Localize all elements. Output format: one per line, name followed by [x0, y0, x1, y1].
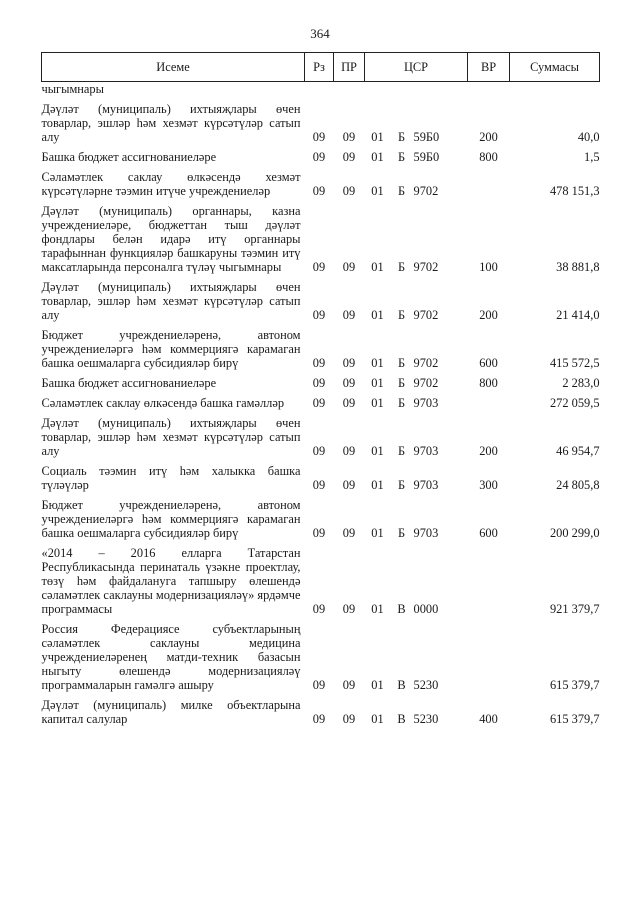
- table-row: [42, 458, 600, 492]
- cell-sum: 272 059,5: [549, 396, 600, 410]
- cell-csr3: 9703: [413, 478, 439, 492]
- cell-rz: 09: [312, 526, 326, 540]
- cell-csr1: 01: [371, 376, 384, 390]
- cell-pr: 09: [342, 184, 356, 198]
- cell-csr1: 01: [371, 602, 384, 616]
- cell-csr1: 01: [371, 712, 384, 726]
- cell-pr: 09: [342, 678, 356, 692]
- cell-csr2: Б: [397, 526, 406, 540]
- cell-name: Дәүләт (муниципаль) ихтыяҗлары өчен товарлар, эшләр һәм хезмәт күрсәтүләр сатып алу: [41, 416, 301, 458]
- cell-name: Башка бюджет ассигнованиеләре: [41, 376, 217, 390]
- cell-csr1: 01: [371, 478, 384, 492]
- cell-csr1: [365, 82, 391, 97]
- table-row: [42, 692, 600, 726]
- cell-csr1: 01: [371, 444, 384, 458]
- cell-name: Социаль тәэмин итү һәм халыкка башка түләүләр: [41, 464, 301, 492]
- cell-csr3: 9703: [413, 444, 439, 458]
- header-pr: ПР: [334, 53, 365, 82]
- cell-sum: 38 881,8: [556, 260, 600, 274]
- cell-vr: 200: [479, 444, 498, 458]
- cell-csr2: Б: [397, 130, 406, 144]
- cell-csr2: [391, 82, 413, 97]
- cell-pr: 09: [342, 130, 356, 144]
- table-row: [42, 164, 600, 198]
- cell-csr3: 0000: [413, 602, 439, 616]
- cell-sum: 24 805,8: [556, 478, 600, 492]
- cell-csr3: 5230: [413, 678, 439, 692]
- table-row: [42, 616, 600, 692]
- cell-vr: 600: [479, 526, 498, 540]
- cell-pr: 09: [342, 396, 356, 410]
- cell-csr3: 9702: [413, 376, 439, 390]
- cell-pr: 09: [342, 602, 356, 616]
- cell-pr: 09: [342, 712, 356, 726]
- table-row: [42, 370, 600, 390]
- cell-csr2: Б: [397, 356, 406, 370]
- cell-name: Сәламәтлек саклау өлкәсендә хезмәт күрсәтүләрне тәэмин итүче учреждениеләр: [41, 170, 301, 198]
- cell-vr: 800: [479, 150, 498, 164]
- cell-pr: 09: [342, 260, 356, 274]
- cell-sum: 200 299,0: [549, 526, 600, 540]
- cell-sum: 2 283,0: [562, 376, 600, 390]
- cell-name: «2014 – 2016 елларга Татарстан Республикасында перинаталь үзәкне проектлау, төзү һәм файдалануга тапшыру өлешендә сәламәтлек саклауны модернизацияләү» ярдәмче программасы: [41, 546, 301, 616]
- cell-csr2: Б: [397, 260, 406, 274]
- cell-rz: 09: [312, 602, 326, 616]
- cell-csr3: 9702: [413, 260, 439, 274]
- cell-csr2: В: [397, 712, 406, 726]
- cell-vr: [468, 164, 510, 198]
- cell-pr: 09: [342, 526, 356, 540]
- cell-vr: 800: [479, 376, 498, 390]
- cell-pr: 09: [342, 308, 356, 322]
- cell-rz: 09: [312, 308, 326, 322]
- cell-sum: 478 151,3: [549, 184, 600, 198]
- cell-rz: 09: [312, 376, 326, 390]
- cell-vr: 100: [479, 260, 498, 274]
- table-row: [42, 274, 600, 322]
- table-body: [42, 82, 600, 727]
- cell-rz: 09: [312, 150, 326, 164]
- cell-rz: 09: [312, 396, 326, 410]
- cell-csr3: 5230: [413, 712, 439, 726]
- cell-vr: 300: [479, 478, 498, 492]
- cell-sum: 615 379,7: [549, 678, 600, 692]
- table-header: [42, 53, 600, 82]
- cell-name: Дәүләт (муниципаль) ихтыяҗлары өчен товарлар, эшләр һәм хезмәт күрсәтүләр сатып алу: [41, 280, 301, 322]
- cell-name: Бюджет учреждениеләренә, автоном учреждениеләргә һәм коммерциягә карамаган башка оешмаларга субсидияләр бирү: [41, 498, 301, 540]
- cell-rz: 09: [312, 712, 326, 726]
- cell-name: Россия Федерациясе субъектларының сәламәтлек саклауны медицина учреждениеләренең матди-техник базасын ныгыту өлешендә модернизацияләү программаларын гамәлгә ашыру: [41, 622, 301, 692]
- cell-rz: 09: [312, 678, 326, 692]
- cell-csr3: 59Б0: [413, 150, 440, 164]
- cell-csr3: 9702: [413, 308, 439, 322]
- cell-csr1: 01: [371, 150, 384, 164]
- cell-name: чыгымнары: [41, 82, 104, 96]
- cell-sum: 921 379,7: [549, 602, 600, 616]
- cell-sum: 615 379,7: [549, 712, 600, 726]
- cell-csr3: 59Б0: [413, 130, 440, 144]
- cell-csr2: Б: [397, 478, 406, 492]
- header-rz: Рз: [305, 53, 334, 82]
- cell-csr1: 01: [371, 130, 384, 144]
- table-row: [42, 82, 600, 97]
- cell-pr: 09: [342, 376, 356, 390]
- cell-csr2: Б: [397, 396, 406, 410]
- cell-csr3: 9702: [413, 356, 439, 370]
- cell-rz: 09: [312, 184, 326, 198]
- cell-csr1: 01: [371, 184, 384, 198]
- cell-sum: 46 954,7: [556, 444, 600, 458]
- cell-csr2: Б: [397, 308, 406, 322]
- cell-csr2: Б: [397, 444, 406, 458]
- cell-vr: [468, 390, 510, 410]
- cell-name: Дәүләт (муниципаль) милке объектларына капитал салулар: [41, 698, 301, 726]
- cell-vr: [468, 82, 510, 97]
- cell-pr: [334, 82, 365, 97]
- cell-vr: 200: [479, 130, 498, 144]
- cell-csr2: Б: [397, 184, 406, 198]
- header-csr: ЦСР: [365, 53, 468, 82]
- cell-sum: 1,5: [584, 150, 600, 164]
- cell-name: Сәламәтлек саклау өлкәсендә башка гамәлләр: [41, 396, 285, 410]
- table-row: [42, 492, 600, 540]
- cell-csr2: Б: [397, 150, 406, 164]
- header-vr: ВР: [468, 53, 510, 82]
- cell-csr2: В: [397, 602, 406, 616]
- cell-csr3: 9703: [413, 526, 439, 540]
- cell-vr: [468, 616, 510, 692]
- cell-rz: 09: [312, 444, 326, 458]
- cell-vr: [468, 540, 510, 616]
- cell-csr2: Б: [397, 376, 406, 390]
- cell-pr: 09: [342, 150, 356, 164]
- page-number: 364: [310, 26, 330, 41]
- cell-csr1: 01: [371, 396, 384, 410]
- cell-vr: 400: [479, 712, 498, 726]
- cell-csr3: 9703: [413, 396, 439, 410]
- cell-csr3: [413, 82, 468, 97]
- header-sum: Суммасы: [510, 53, 600, 82]
- header-name: Исеме: [42, 53, 305, 82]
- cell-csr1: 01: [371, 678, 384, 692]
- cell-sum: 415 572,5: [549, 356, 600, 370]
- cell-rz: 09: [312, 130, 326, 144]
- cell-csr3: 9702: [413, 184, 439, 198]
- table-row: [42, 96, 600, 144]
- cell-name: Башка бюджет ассигнованиеләре: [41, 150, 217, 164]
- cell-pr: 09: [342, 444, 356, 458]
- cell-csr1: 01: [371, 526, 384, 540]
- cell-vr: 600: [479, 356, 498, 370]
- cell-rz: 09: [312, 478, 326, 492]
- table-row: [42, 390, 600, 410]
- cell-csr1: 01: [371, 260, 384, 274]
- table-row: [42, 198, 600, 274]
- cell-sum: [510, 82, 600, 97]
- cell-csr1: 01: [371, 308, 384, 322]
- table-row: [42, 540, 600, 616]
- cell-pr: 09: [342, 478, 356, 492]
- cell-csr1: 01: [371, 356, 384, 370]
- cell-pr: 09: [342, 356, 356, 370]
- cell-vr: 200: [479, 308, 498, 322]
- budget-table: [41, 52, 600, 726]
- cell-name: Дәүләт (муниципаль) органнары, казна учреждениеләре, бюджеттан тыш дәүләт фондлары белән идарә итү органнары тарафыннан функцияләр башкаруны тәэмин итү максатларында персоналга түләү чыгымнары: [41, 204, 301, 274]
- table-row: [42, 144, 600, 164]
- cell-sum: 21 414,0: [556, 308, 600, 322]
- cell-name: Бюджет учреждениеләренә, автоном учреждениеләргә һәм коммерциягә карамаган башка оешмаларга субсидияләр бирү: [41, 328, 301, 370]
- cell-rz: 09: [312, 260, 326, 274]
- cell-csr2: В: [397, 678, 406, 692]
- cell-name: Дәүләт (муниципаль) ихтыяҗлары өчен товарлар, эшләр һәм хезмәт күрсәтүләр сатып алу: [41, 102, 301, 144]
- table-row: [42, 322, 600, 370]
- table-row: [42, 410, 600, 458]
- cell-sum: 40,0: [577, 130, 600, 144]
- cell-rz: [305, 82, 334, 97]
- cell-rz: 09: [312, 356, 326, 370]
